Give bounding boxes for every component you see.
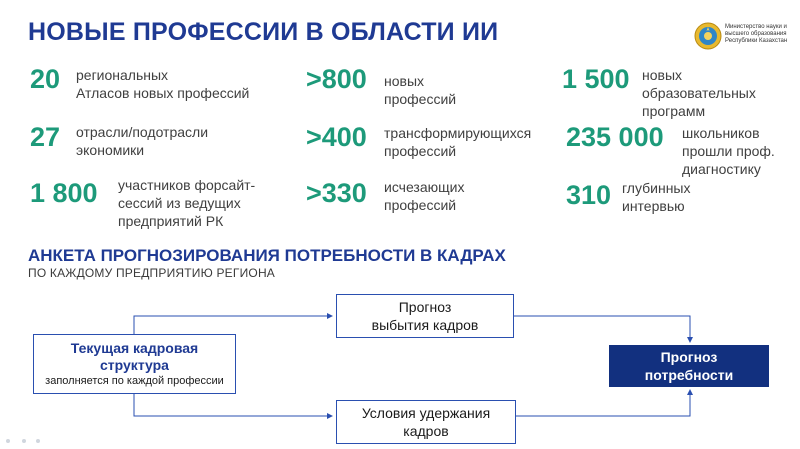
stat-value: 20	[30, 64, 61, 94]
survey-title: АНКЕТА ПРОГНОЗИРОВАНИЯ ПОТРЕБНОСТИ В КАДРАХ	[28, 246, 506, 265]
stat-label: новых профессий	[384, 73, 457, 107]
stat-label: региональных Атласов новых профессий	[76, 67, 250, 101]
stat-label: трансформирующихся профессий	[384, 125, 532, 159]
page-title: НОВЫЕ ПРОФЕССИИ В ОБЛАСТИ ИИ	[28, 18, 499, 46]
stat-value: >800	[306, 64, 367, 94]
stat-value: 310	[566, 180, 612, 210]
stat-value: 1 800	[30, 178, 98, 208]
demand-forecast-label: Прогноз потребности	[644, 349, 734, 383]
attrition-forecast-box	[336, 294, 514, 338]
stat-label: новых образовательных программ	[642, 67, 756, 119]
stat-value: 235 000	[566, 122, 664, 152]
retention-conditions-label: Условия удержания кадров	[361, 405, 491, 439]
retention-conditions-box	[336, 400, 516, 444]
stat-label: участников форсайт- сессий из ведущих предприятий РК	[118, 177, 256, 229]
ministry-name: Министерство науки и высшего образования Республики Казахстан	[725, 24, 788, 44]
stat-label: исчезающих профессий	[384, 179, 465, 213]
slide-nav-dot[interactable]	[22, 439, 26, 443]
attrition-forecast-label: Прогноз выбытия кадров	[371, 299, 479, 333]
demand-forecast-box	[609, 345, 769, 387]
stat-label: отрасли/подотрасли экономики	[76, 124, 209, 158]
current-staff-structure-title: Текущая кадровая структура	[70, 340, 199, 373]
stat-label: школьников прошли проф. диагностику	[682, 125, 775, 177]
survey-subtitle: ПО КАЖДОМУ ПРЕДПРИЯТИЮ РЕГИОНА	[28, 266, 276, 280]
stat-value: 1 500	[562, 64, 630, 94]
slide-nav-dot[interactable]	[6, 439, 10, 443]
stat-label: глубинных интервью	[622, 180, 691, 214]
stat-value: >400	[306, 122, 367, 152]
slide-nav-dot[interactable]	[36, 439, 40, 443]
stat-value: >330	[306, 178, 367, 208]
current-staff-structure-box	[33, 334, 236, 394]
current-staff-structure-note: заполняется по каждой профессии	[45, 375, 224, 387]
stat-value: 27	[30, 122, 61, 152]
